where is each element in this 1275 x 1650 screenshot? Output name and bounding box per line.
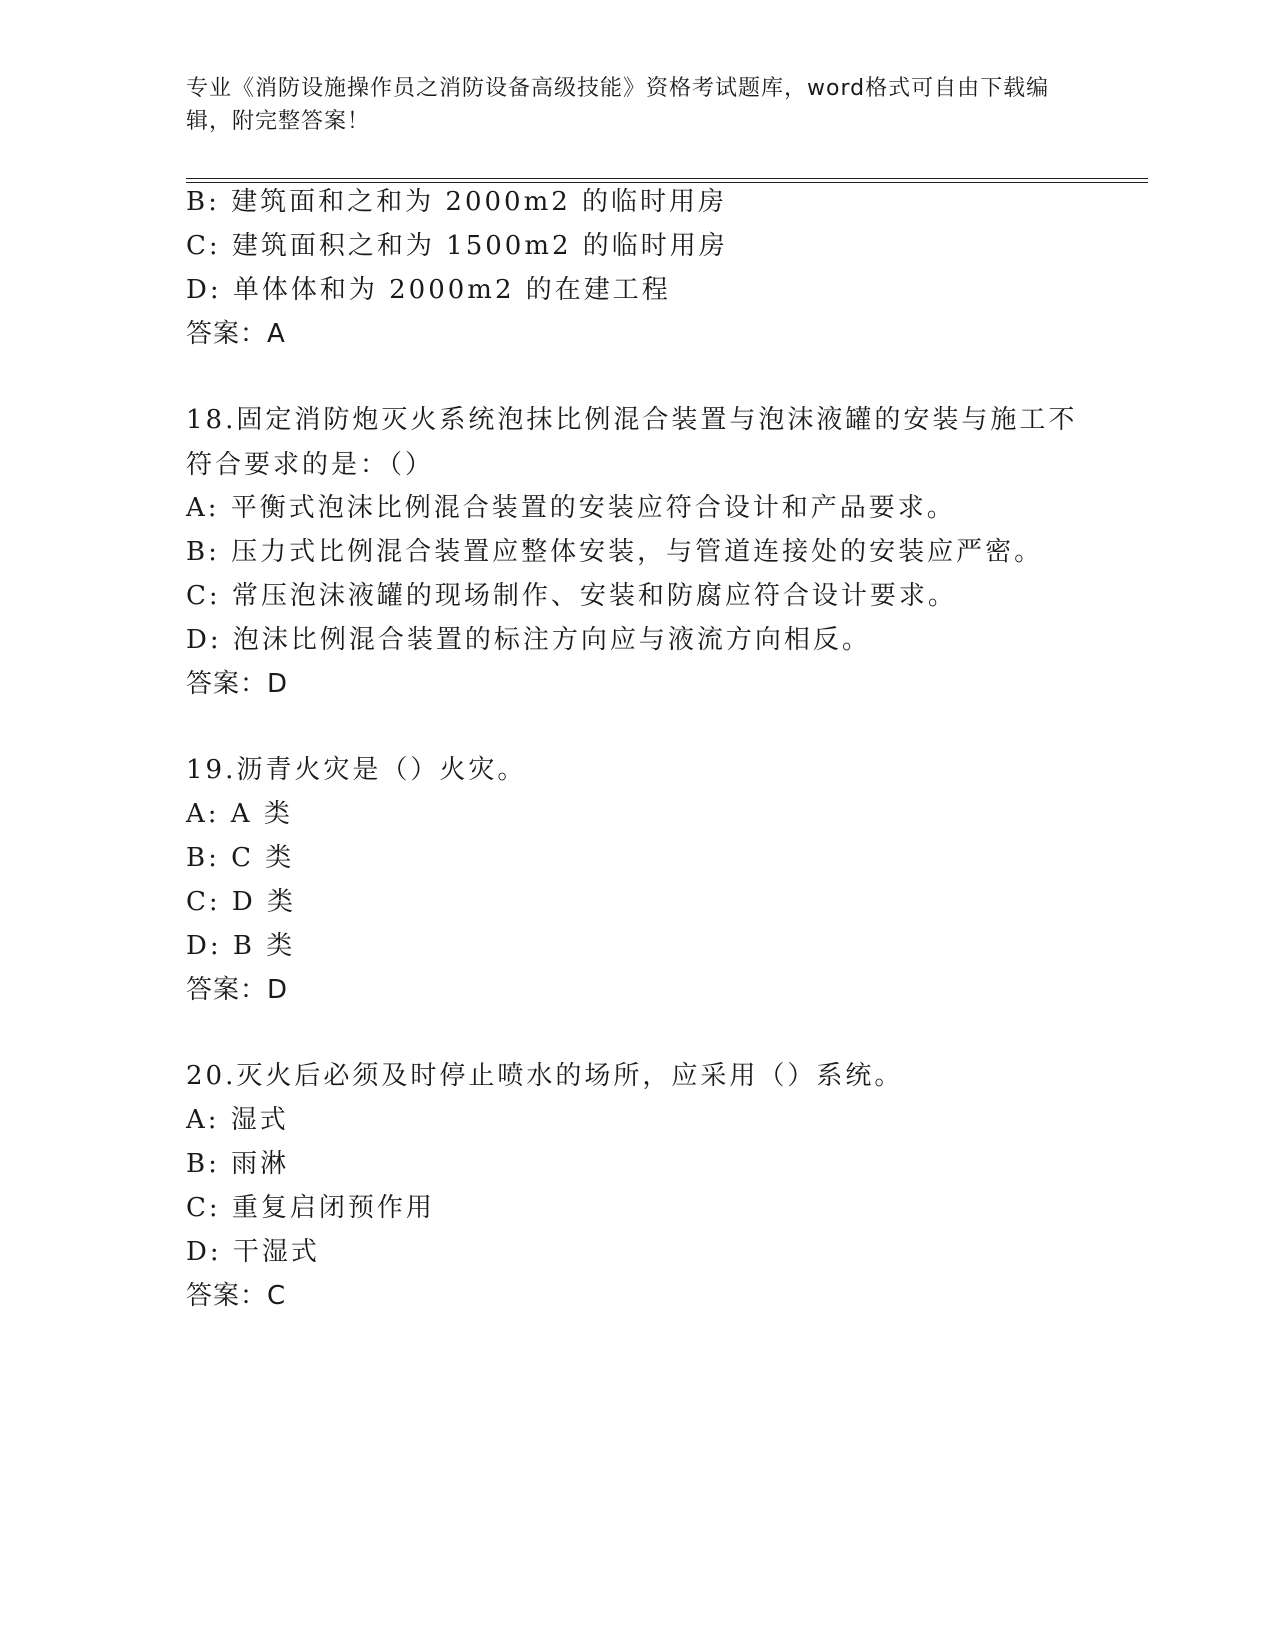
answer: 答案：C (186, 1281, 287, 1311)
option-a: A: 湿式 (186, 1105, 289, 1135)
option-d: D: 干湿式 (186, 1237, 320, 1267)
question-stem: 18.固定消防炮灭火系统泡抹比例混合装置与泡沫液罐的安装与施工不符合要求的是：（） (186, 405, 1078, 480)
option-c: C: 重复启闭预作用 (186, 1193, 435, 1223)
option-b: B: 建筑面和之和为 2000m2 的临时用房 (186, 187, 728, 217)
option-c: C: D 类 (186, 887, 297, 917)
header-divider (186, 178, 1148, 183)
option-d: D: 泡沫比例混合装置的标注方向应与液流方向相反。 (186, 625, 871, 655)
question-stem: 20.灭火后必须及时停止喷水的场所，应采用（）系统。 (186, 1061, 904, 1091)
answer: 答案：A (186, 319, 286, 349)
option-a: A: A 类 (186, 799, 293, 829)
option-c: C: 建筑面积之和为 1500m2 的临时用房 (186, 231, 728, 261)
option-d: D: 单体体和为 2000m2 的在建工程 (186, 275, 671, 305)
answer: 答案：D (186, 975, 289, 1005)
option-b: B: 压力式比例混合装置应整体安装，与管道连接处的安装应严密。 (186, 537, 1044, 567)
option-b: B: 雨淋 (186, 1149, 290, 1179)
answer: 答案：D (186, 669, 289, 699)
option-b: B: C 类 (186, 843, 295, 873)
option-c: C: 常压泡沫液罐的现场制作、安装和防腐应符合设计要求。 (186, 581, 957, 611)
option-a: A: 平衡式泡沫比例混合装置的安装应符合设计和产品要求。 (186, 493, 956, 523)
document-header: 专业《消防设施操作员之消防设备高级技能》资格考试题库，word格式可自由下载编辑，附完整答案！ (186, 76, 1050, 134)
question-stem: 19.沥青火灾是（）火灾。 (186, 755, 527, 785)
option-d: D: B 类 (186, 931, 296, 961)
